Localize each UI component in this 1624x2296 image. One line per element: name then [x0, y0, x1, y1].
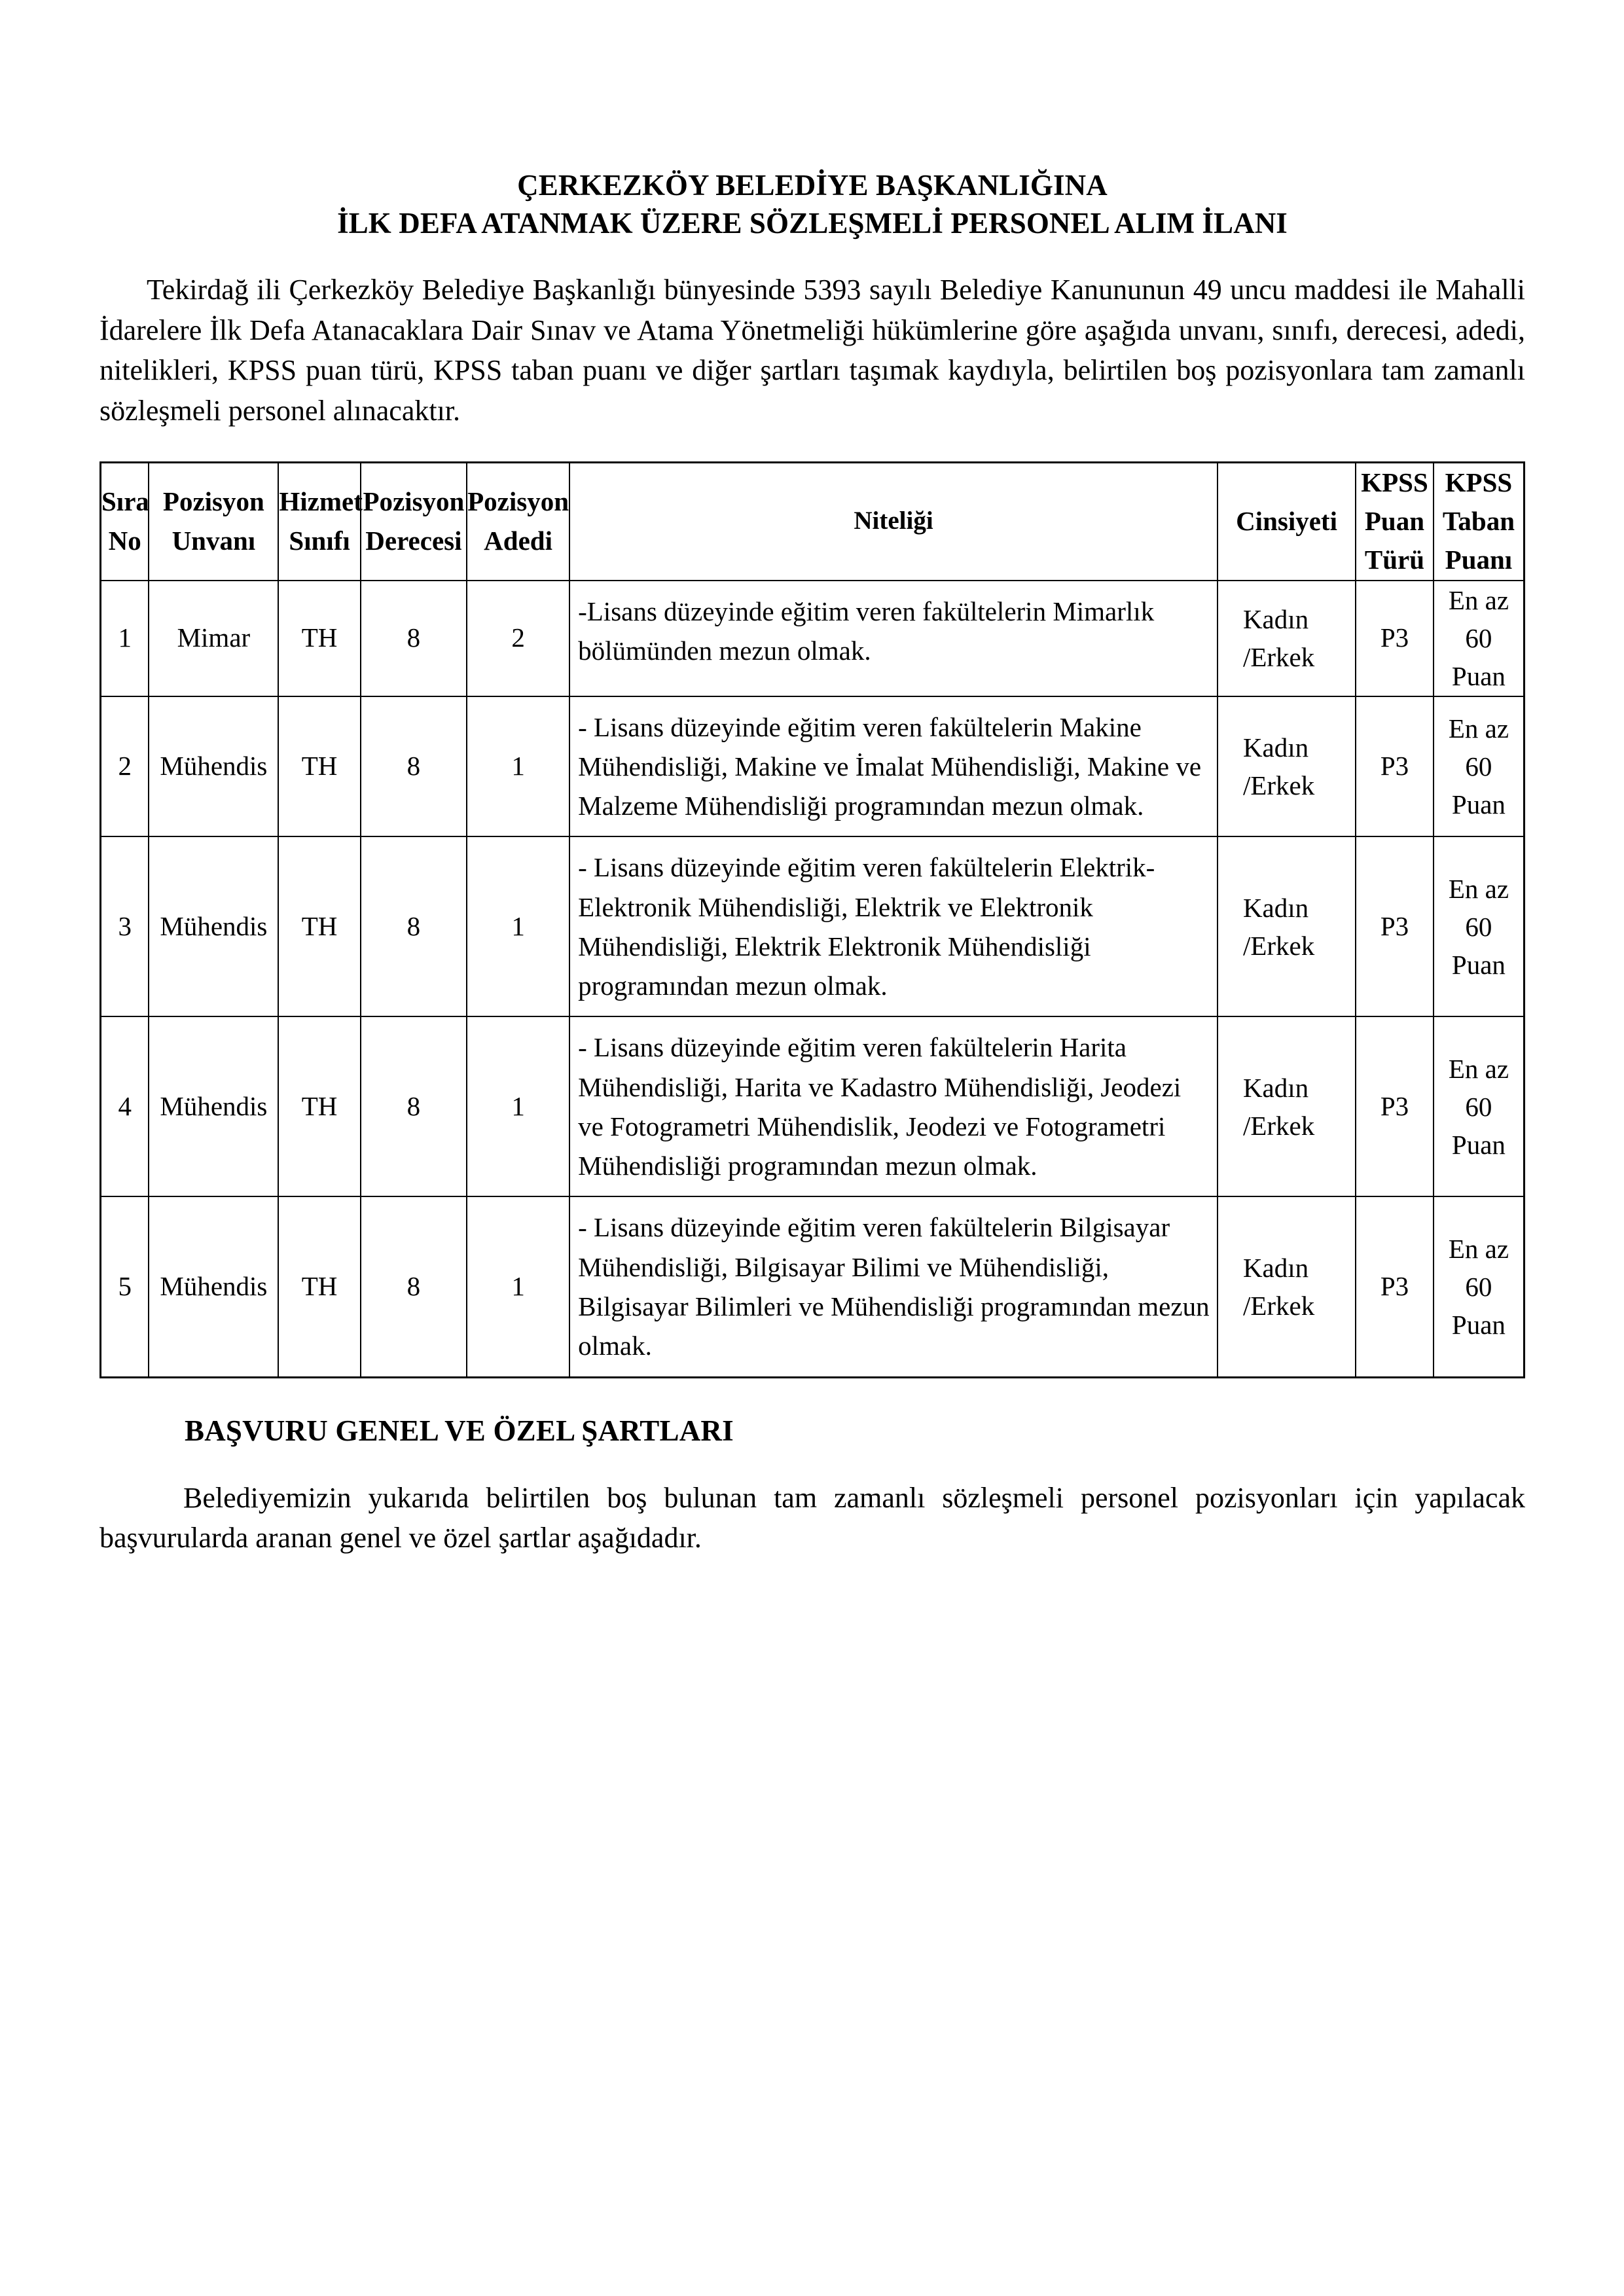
- col-header-hizmet-sinifi-line2: Sınıfı: [289, 525, 350, 556]
- section-heading-basvuru-sartlari: BAŞVURU GENEL VE ÖZEL ŞARTLARI: [185, 1414, 734, 1447]
- cell-cinsiyeti-line2: /Erkek: [1242, 1290, 1315, 1321]
- cell-cinsiyeti: [1218, 581, 1356, 696]
- cell-kpss-puan-turu: P3: [1356, 1016, 1434, 1196]
- cell-hizmet-sinifi: TH: [278, 696, 360, 837]
- cell-kpss-taban-puani: [1434, 836, 1525, 1016]
- col-header-kpss-puan-turu-line2: Puan: [1364, 506, 1425, 536]
- cell-kpss-taban-line2: 60: [1465, 1091, 1492, 1122]
- cell-kpss-taban-puani: [1434, 581, 1525, 696]
- cell-kpss-taban-line2: 60: [1465, 623, 1492, 654]
- cell-cinsiyeti-line2: /Erkek: [1242, 930, 1315, 961]
- cell-kpss-taban-line2: 60: [1465, 1271, 1492, 1302]
- cell-sira-no: 4: [101, 1016, 149, 1196]
- cell-sira-no: 2: [101, 696, 149, 837]
- cell-pozisyon-derecesi: 8: [361, 1016, 467, 1196]
- cell-cinsiyeti-line2: /Erkek: [1242, 642, 1315, 673]
- cell-cinsiyeti-line2: /Erkek: [1242, 1110, 1315, 1141]
- cell-pozisyon-adedi: 1: [467, 696, 569, 837]
- title-line-1: ÇERKEZKÖY BELEDİYE BAŞKANLIĞINA: [517, 169, 1108, 202]
- col-header-pozisyon-derecesi-line1: Pozisyon: [363, 486, 465, 517]
- cell-cinsiyeti-line1: Kadın: [1242, 892, 1309, 923]
- cell-pozisyon-adedi: 1: [467, 836, 569, 1016]
- table-header: [101, 462, 1525, 581]
- col-header-pozisyon-adedi-line1: Pozisyon: [467, 486, 569, 517]
- cell-niteligi: - Lisans düzeyinde eğitim veren fakültelerin Bilgisayar Mühendisliği, Bilgisayar Bilimi ve Mühendisliği, Bilgisayar Bilimleri ve Mühendisliği programından mezun olmak.: [569, 1196, 1218, 1377]
- cell-kpss-taban-line3: Puan: [1451, 789, 1506, 820]
- cell-kpss-puan-turu: P3: [1356, 836, 1434, 1016]
- cell-pozisyon-unvani: Mühendis: [149, 836, 278, 1016]
- col-header-pozisyon-unvani-line2: Unvanı: [171, 525, 256, 556]
- col-header-kpss-taban-puani: [1434, 462, 1525, 581]
- cell-kpss-taban-line3: Puan: [1451, 661, 1506, 692]
- intro-paragraph: Tekirdağ ili Çerkezköy Belediye Başkanlığı bünyesinde 5393 sayılı Belediye Kanununun 49 uncu maddesi ile Mahalli İdarelere İlk Defa Atanacaklara Dair Sınav ve Atama Yönetmeliği hükümlerine göre aşağıda unvanı, sınıfı, derecesi, adedi, nitelikleri, KPSS puan türü, KPSS taban puanı ve diğer şartları taşımak kaydıyla, belirtilen boş pozisyonlara tam zamanlı sözleşmeli personel alınacaktır.: [99, 274, 1525, 427]
- cell-kpss-taban-line1: En az: [1448, 873, 1509, 904]
- cell-cinsiyeti: [1218, 1196, 1356, 1377]
- cell-kpss-taban-line1: En az: [1448, 584, 1509, 615]
- col-header-kpss-puan-turu: [1356, 462, 1434, 581]
- cell-kpss-taban-line2: 60: [1465, 911, 1492, 942]
- cell-cinsiyeti-line2: /Erkek: [1242, 770, 1315, 800]
- cell-pozisyon-adedi: 1: [467, 1016, 569, 1196]
- cell-cinsiyeti: [1218, 836, 1356, 1016]
- cell-niteligi: - Lisans düzeyinde eğitim veren fakültelerin Harita Mühendisliği, Harita ve Kadastro Mühendisliği, Jeodezi ve Fotogrametri Mühendislik, Jeodezi ve Fotogrametri Mühendisliği programından mezun olmak.: [569, 1016, 1218, 1196]
- col-header-hizmet-sinifi: [278, 462, 363, 581]
- cell-niteligi: -Lisans düzeyinde eğitim veren fakültelerin Mimarlık bölümünden mezun olmak.: [569, 581, 1218, 696]
- col-header-kpss-taban-puani-line2: Taban: [1442, 506, 1515, 536]
- col-header-pozisyon-adedi: [467, 462, 569, 581]
- title-line-2: İLK DEFA ATANMAK ÜZERE SÖZLEŞMELİ PERSONEL ALIM İLANI: [337, 206, 1288, 240]
- cell-hizmet-sinifi: TH: [278, 581, 360, 696]
- table-row: [101, 1016, 1525, 1196]
- col-header-hizmet-sinifi-line1: Hizmet: [279, 486, 363, 517]
- col-header-sira-no: [101, 462, 149, 581]
- cell-kpss-taban-line3: Puan: [1451, 1310, 1506, 1340]
- table-header-row: [101, 462, 1525, 581]
- cell-kpss-taban-line3: Puan: [1451, 1130, 1506, 1160]
- cell-hizmet-sinifi: TH: [278, 1016, 360, 1196]
- cell-kpss-puan-turu: P3: [1356, 581, 1434, 696]
- cell-pozisyon-unvani: Mühendis: [149, 696, 278, 837]
- cell-pozisyon-derecesi: 8: [361, 1196, 467, 1377]
- cell-kpss-puan-turu: P3: [1356, 1196, 1434, 1377]
- cell-kpss-puan-turu: P3: [1356, 696, 1434, 837]
- cell-pozisyon-derecesi: 8: [361, 581, 467, 696]
- document-title: [99, 167, 1525, 242]
- closing-paragraph: Belediyemizin yukarıda belirtilen boş bulunan tam zamanlı sözleşmeli personel pozisyonları için yapılacak başvurularda aranan genel ve özel şartlar aşağıdadır.: [99, 1481, 1525, 1554]
- cell-kpss-taban-puani: [1434, 696, 1525, 837]
- cell-cinsiyeti-line1: Kadın: [1242, 732, 1309, 762]
- table-body: [101, 581, 1525, 1377]
- table-row: [101, 696, 1525, 837]
- cell-cinsiyeti-line1: Kadın: [1242, 1252, 1309, 1283]
- cell-hizmet-sinifi: TH: [278, 836, 360, 1016]
- cell-pozisyon-adedi: 1: [467, 1196, 569, 1377]
- cell-sira-no: 5: [101, 1196, 149, 1377]
- cell-cinsiyeti-line1: Kadın: [1242, 1072, 1309, 1103]
- cell-kpss-taban-line1: En az: [1448, 713, 1509, 744]
- table-row: [101, 1196, 1525, 1377]
- cell-niteligi: - Lisans düzeyinde eğitim veren fakültelerin Elektrik-Elektronik Mühendisliği, Elektrik ve Elektronik Mühendisliği, Elektrik Elektronik Mühendisliği programından mezun olmak.: [569, 836, 1218, 1016]
- col-header-sira-no-line1: Sıra: [101, 486, 149, 517]
- col-header-kpss-puan-turu-line3: Türü: [1364, 545, 1425, 575]
- col-header-kpss-taban-puani-line3: Puanı: [1445, 545, 1513, 575]
- cell-pozisyon-unvani: Mühendis: [149, 1016, 278, 1196]
- cell-hizmet-sinifi: TH: [278, 1196, 360, 1377]
- col-header-pozisyon-unvani-line1: Pozisyon: [162, 486, 264, 517]
- cell-pozisyon-adedi: 2: [467, 581, 569, 696]
- cell-kpss-taban-puani: [1434, 1196, 1525, 1377]
- cell-pozisyon-derecesi: 8: [361, 836, 467, 1016]
- col-header-niteligi: Niteliği: [569, 462, 1218, 581]
- cell-cinsiyeti: [1218, 696, 1356, 837]
- cell-niteligi: - Lisans düzeyinde eğitim veren fakültelerin Makine Mühendisliği, Makine ve İmalat Mühendisliği, Makine ve Malzeme Mühendisliği programından mezun olmak.: [569, 696, 1218, 837]
- col-header-cinsiyeti: Cinsiyeti: [1218, 462, 1356, 581]
- cell-kpss-taban-line1: En az: [1448, 1053, 1509, 1084]
- cell-pozisyon-unvani: Mimar: [149, 581, 278, 696]
- table-row: [101, 581, 1525, 696]
- col-header-pozisyon-adedi-line2: Adedi: [484, 525, 552, 556]
- positions-table: [99, 461, 1525, 1378]
- col-header-kpss-taban-puani-line1: KPSS: [1445, 467, 1513, 497]
- col-header-kpss-puan-turu-line1: KPSS: [1361, 467, 1428, 497]
- cell-kpss-taban-line3: Puan: [1451, 949, 1506, 980]
- col-header-pozisyon-derecesi: [361, 462, 467, 581]
- cell-kpss-taban-line1: En az: [1448, 1233, 1509, 1264]
- col-header-sira-no-line2: No: [108, 525, 141, 556]
- cell-pozisyon-unvani: Mühendis: [149, 1196, 278, 1377]
- col-header-pozisyon-unvani: [149, 462, 278, 581]
- cell-sira-no: 1: [101, 581, 149, 696]
- cell-pozisyon-derecesi: 8: [361, 696, 467, 837]
- cell-cinsiyeti: [1218, 1016, 1356, 1196]
- document-content: [99, 0, 1525, 1587]
- cell-cinsiyeti-line1: Kadın: [1242, 603, 1309, 634]
- cell-kpss-taban-puani: [1434, 1016, 1525, 1196]
- cell-sira-no: 3: [101, 836, 149, 1016]
- col-header-pozisyon-derecesi-line2: Derecesi: [365, 525, 462, 556]
- cell-kpss-taban-line2: 60: [1465, 751, 1492, 781]
- table-row: [101, 836, 1525, 1016]
